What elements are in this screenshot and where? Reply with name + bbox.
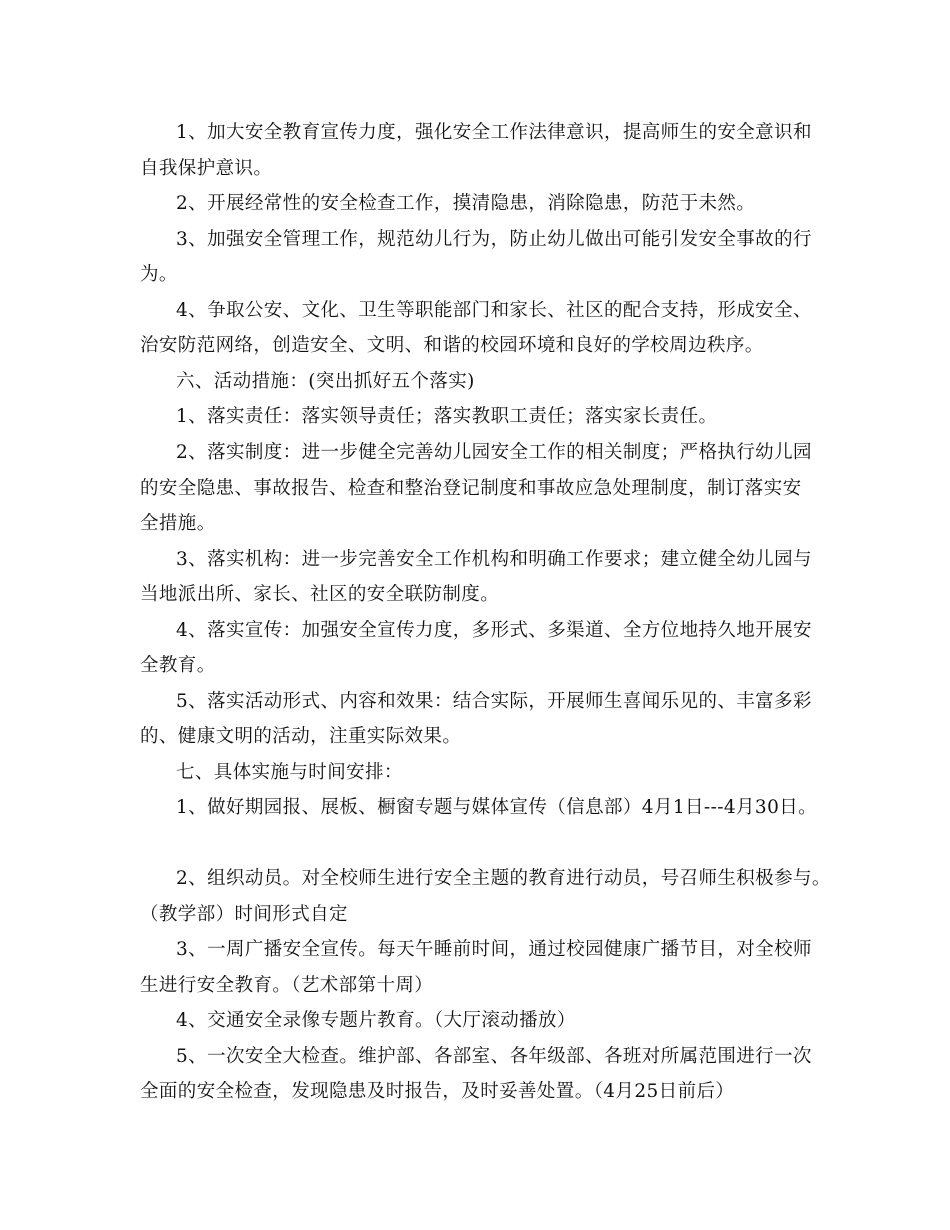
section-heading: 六、活动措施：(突出抓好五个落实) [176,371,475,392]
paragraph-line: 4、争取公安、文化、卫生等职能部门和家长、社区的配合支持，形成安全、 [176,300,812,321]
paragraph-line: 1、加大安全教育宣传力度，强化安全工作法律意识，提高师生的安全意识和 [176,122,812,143]
paragraph-line: 全面的安全检查，发现隐患及时报告，及时妥善处置。（4月25日前后） [140,1081,735,1102]
paragraph-line: 治安防范网络，创造安全、文明、和谐的校园环境和良好的学校周边秩序。 [140,335,764,356]
paragraph-line: 自我保护意识。 [140,158,273,179]
section-heading: 七、具体实施与时间安排： [176,762,403,783]
paragraph-line: 3、落实机构：进一步完善安全工作机构和明确工作要求；建立健全幼儿园与 [176,549,812,570]
paragraph-line: 5、一次安全大检查。维护部、各部室、各年级部、各班对所属范围进行一次 [176,1046,812,1067]
paragraph-line: 4、交通安全录像专题片教育。（大厅滚动播放） [176,1010,576,1031]
paragraph-line: 4、落实宣传：加强安全宣传力度，多形式、多渠道、全方位地持久地开展安 [176,620,812,641]
paragraph-line: 全措施。 [140,513,216,534]
paragraph-line: 1、做好期园报、展板、橱窗专题与媒体宣传（信息部）4月1日---4月30日。 [176,797,818,818]
paragraph-line: 3、加强安全管理工作，规范幼儿行为，防止幼儿做出可能引发安全事故的行 [176,229,812,250]
paragraph-line: 2、组织动员。对全校师生进行安全主题的教育进行动员，号召师生积极参与。 [176,868,831,889]
paragraph-line: 2、开展经常性的安全检查工作，摸清隐患，消除隐患，防范于未然。 [176,193,756,214]
paragraph-line: （教学部）时间形式自定 [140,904,348,925]
paragraph-line: 1、落实责任：落实领导责任；落实教职工责任；落实家长责任。 [176,406,718,427]
paragraph-line: 2、落实制度：进一步健全完善幼儿园安全工作的相关制度；严格执行幼儿园 [176,442,812,463]
paragraph-line: 当地派出所、家长、社区的安全联防制度。 [140,584,500,605]
paragraph-line: 5、落实活动形式、内容和效果：结合实际，开展师生喜闻乐见的、丰富多彩 [176,691,812,712]
paragraph-line: 的、健康文明的活动，注重实际效果。 [140,726,462,747]
paragraph-line: 的安全隐患、事故报告、检查和整治登记制度和事故应急处理制度，制订落实安 [140,478,802,499]
paragraph-line: 为。 [140,264,178,285]
paragraph-line: 3、一周广播安全宣传。每天午睡前时间，通过校园健康广播节目，对全校师 [176,939,812,960]
paragraph-line: 生进行安全教育。（艺术部第十周） [140,975,434,996]
paragraph-line: 全教育。 [140,655,216,676]
